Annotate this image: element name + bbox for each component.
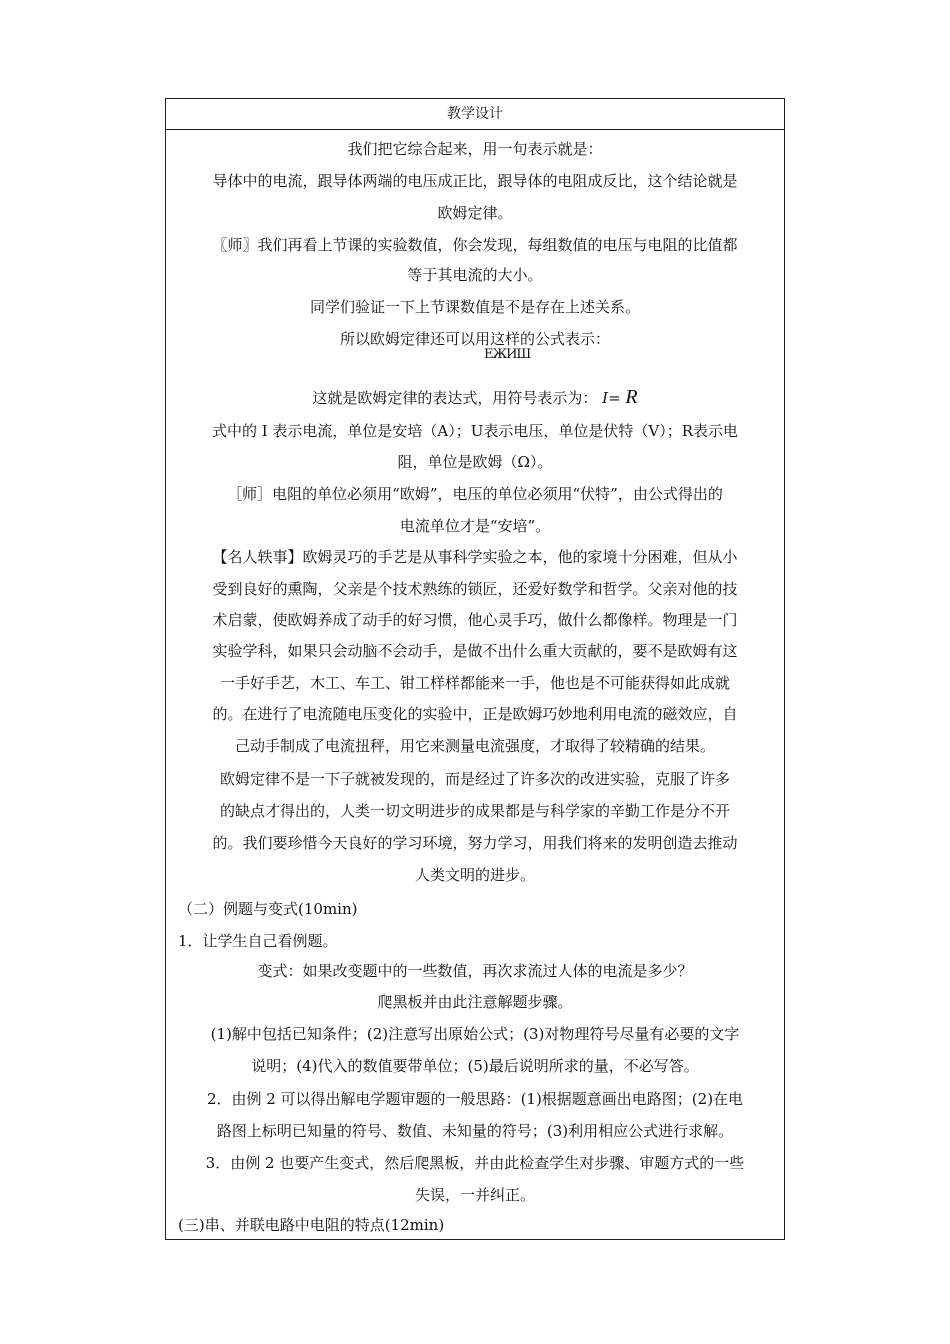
- text-line: 电流单位才是“安培”。: [399, 517, 551, 535]
- text-line: 的。我们要珍惜今天良好的学习环境，努力学习，用我们将来的发明创造去推动: [212, 834, 738, 852]
- text-line: 3．由例 2 也要产生变式，然后爬黑板，并由此检查学生对步骤、审题方式的一些: [205, 1154, 745, 1172]
- formula-r: R: [625, 386, 638, 408]
- text-line: (1)解中包括已知条件；(2)注意写出原始公式；(3)对物理符号尽量有必要的文字: [210, 1025, 740, 1043]
- text-line: ［师］电阻的单位必须用“欧姆”，电压的单位必须用“伏特”，由公式得出的: [227, 485, 723, 503]
- text-line: 的缺点才得出的，人类一切文明进步的成果都是与科学家的辛勤工作是分不开: [219, 802, 730, 820]
- text-line: 式中的 I 表示电流，单位是安培（A）；U表示电压，单位是伏特（V）；R表示电: [211, 422, 739, 440]
- table-header: 教学设计: [166, 99, 784, 130]
- formula-line: [166, 387, 784, 408]
- text-line: 爬黑板并由此注意解题步骤。: [377, 993, 573, 1011]
- text-line: 【名人轶事】欧姆灵巧的手艺是从事科学实验之本，他的家境十分困难，但从小: [212, 548, 738, 566]
- text-line: 〖师〗我们再看上节课的实验数值，你会发现，每组数值的电压与电阻的比值都: [212, 236, 738, 254]
- text-line: 己动手制成了电流扭秤，用它来测量电流强度，才取得了较精确的结果。: [234, 737, 715, 755]
- formula-image: ЕЖИШ: [484, 347, 531, 362]
- text-line: 导体中的电流，跟导体两端的电压成正比，跟导体的电阻成反比，这个结论就是: [212, 172, 738, 190]
- text-line: 实验学科，如果只会动脑不会动手，是做不出什么重大贡献的，要不是欧姆有这: [212, 642, 738, 660]
- text-line: 等于其电流的大小。: [407, 266, 543, 284]
- text-line: 一手好手艺，木工、车工、钳工样样都能来一手，他也是不可能获得如此成就: [219, 674, 730, 692]
- text-line: 1．让学生自己看例题。: [178, 932, 338, 950]
- lesson-design-table: [165, 98, 785, 1240]
- text-line: 我们把它综合起来，用一句表示就是：: [347, 140, 603, 158]
- text-line: 欧姆定律。: [437, 204, 513, 222]
- section-heading: （二）例题与变式(10min): [178, 900, 358, 918]
- text-line: 阻，单位是欧姆（Ω）。: [397, 453, 553, 471]
- text-line: 术启蒙，使欧姆养成了动手的好习惯，他心灵手巧，做什么都像样。物理是一门: [212, 611, 738, 629]
- formula-line-text: 这就是欧姆定律的表达式，用符号表示为：: [312, 389, 598, 407]
- text-line: 受到良好的熏陶，父亲是个技术熟练的锁匠，还爱好数学和哲学。父亲对他的技: [212, 580, 738, 598]
- text-line: 同学们验证一下上节课数值是不是存在上述关系。: [309, 298, 640, 316]
- text-line: 所以欧姆定律还可以用这样的公式表示：: [339, 330, 610, 348]
- formula-i: I=: [602, 389, 621, 407]
- text-line: 说明；(4)代入的数值要带单位；(5)最后说明所求的量，不必写答。: [251, 1057, 699, 1075]
- text-line: 失误，一并纠正。: [414, 1186, 535, 1204]
- text-line: 2．由例 2 可以得出解电学题审题的一般思路：(1)根据题意画出电路图；(2)在电: [206, 1090, 744, 1108]
- text-line: 的。在进行了电流随电压变化的实验中，正是欧姆巧妙地利用电流的磁效应，自: [212, 705, 738, 723]
- text-line: 路图上标明已知量的符号、数值、未知量的符号；(3)利用相应公式进行求解。: [216, 1122, 734, 1140]
- text-line: 人类文明的进步。: [414, 866, 535, 884]
- text-line: 变式：如果改变题中的一些数值，再次求流过人体的电流是多少？: [257, 962, 693, 980]
- text-line: 欧姆定律不是一下子就被发现的，而是经过了许多次的改进实验，克服了许多: [219, 770, 730, 788]
- section-heading: (三)串、并联电路中电阻的特点(12min): [178, 1216, 445, 1234]
